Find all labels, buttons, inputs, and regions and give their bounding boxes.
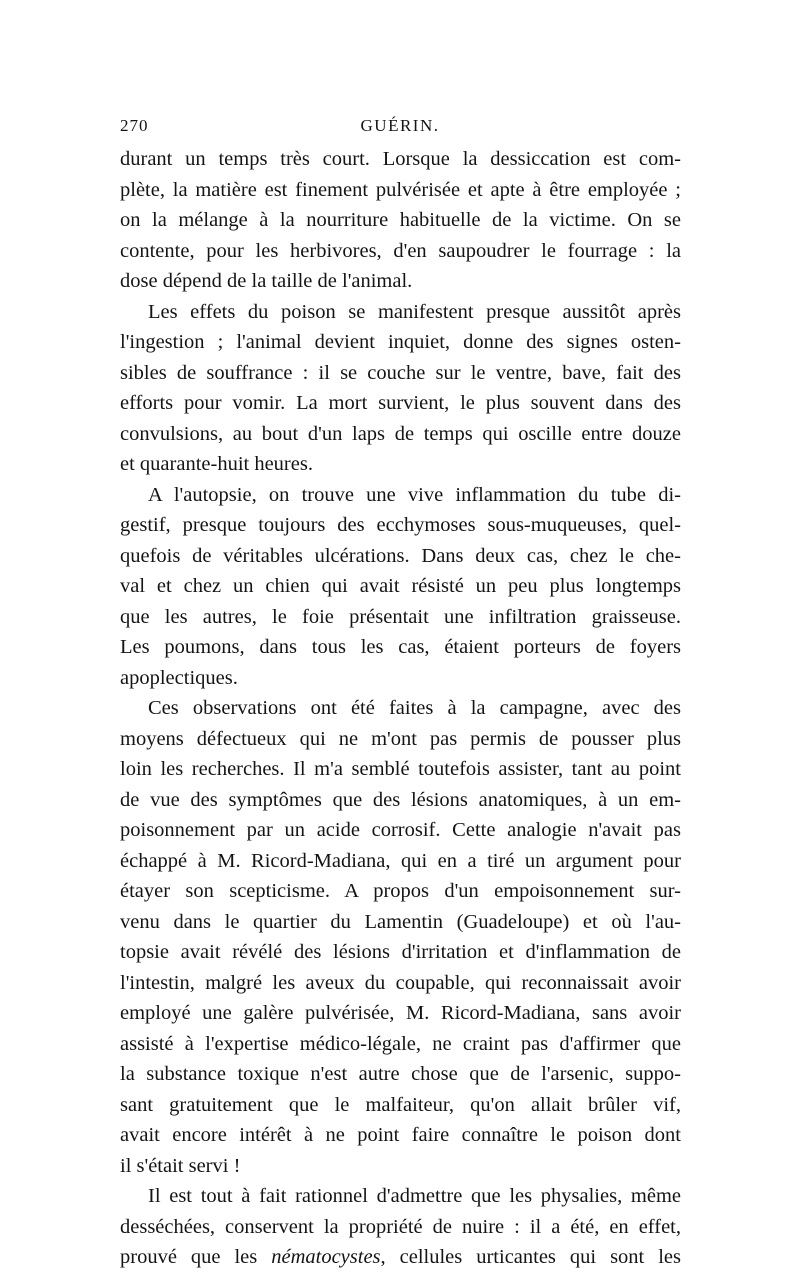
text-fragment: , cellules urticantes qui sont les — [380, 1246, 681, 1268]
text-line: Il est tout à fait rationnel d'admettre que les physalies, même — [148, 1185, 681, 1207]
text-fragment: prouvé que les — [120, 1246, 272, 1268]
text-line: gestif, presque toujours des ecchymoses sous-muqueuses, quel- — [120, 514, 681, 536]
text-line: sibles de souffrance : il se couche sur le ventre, bave, fait des — [120, 361, 681, 384]
text-line-final — [120, 1242, 681, 1273]
text-line: l'intestin, malgré les aveux du coupable, qui reconnaissait avoir — [120, 971, 681, 994]
text-line: Ces observations ont été faites à la campagne, avec des — [148, 697, 681, 719]
text-line: employé une galère pulvérisée, M. Ricord-Madiana, sans avoir — [120, 1002, 681, 1024]
text-line: poisonnement par un acide corrosif. Cette analogie n'avait pas — [120, 819, 681, 841]
body-text — [120, 144, 681, 1273]
text-line: on la mélange à la nourriture habituelle de la victime. On se — [120, 209, 681, 231]
text-line: l'ingestion ; l'animal devient inquiet, donne des signes osten- — [120, 331, 681, 353]
text-line: loin les recherches. Il m'a semblé toutefois assister, tant au point — [120, 758, 681, 780]
text-line: efforts pour vomir. La mort survient, le plus souvent dans des — [120, 392, 681, 414]
text-line: avait encore intérêt à ne point faire connaître le poison dont — [120, 1124, 681, 1146]
text-line: assisté à l'expertise médico-légale, ne craint pas d'affirmer que — [120, 1032, 681, 1055]
text-line: sant gratuitement que le malfaiteur, qu'on allait brûler vif, — [120, 1093, 681, 1116]
text-line: étayer son scepticisme. A propos d'un empoisonnement sur- — [120, 880, 681, 902]
text-line: durant un temps très court. Lorsque la dessiccation est com- — [120, 148, 681, 170]
text-line: il s'était servi ! — [120, 1154, 241, 1177]
text-line: val et chez un chien qui avait résisté un peu plus longtemps — [120, 575, 681, 597]
text-line: A l'autopsie, on trouve une vive inflammation du tube di- — [148, 483, 681, 506]
text-line: plète, la matière est finement pulvérisée et apte à être employée ; — [120, 178, 681, 201]
text-line: moyens défectueux qui ne m'ont pas permis de pousser plus — [120, 727, 681, 750]
text-line: apoplectiques. — [120, 666, 238, 689]
text-line: Les effets du poison se manifestent presque aussitôt après — [148, 300, 681, 323]
running-head: GUÉRIN. — [360, 116, 440, 135]
text-line: que les autres, le foie présentait une infiltration graisseuse. — [120, 605, 681, 628]
text-line: Les poumons, dans tous les cas, étaient porteurs de foyers — [120, 636, 681, 658]
text-line: échappé à M. Ricord-Madiana, qui en a tiré un argument pour — [120, 849, 681, 872]
text-line: la substance toxique n'est autre chose que de l'arsenic, suppo- — [120, 1063, 681, 1085]
italic-term: nématocystes — [271, 1246, 381, 1268]
text-line: venu dans le quartier du Lamentin (Guadeloupe) et où l'au- — [120, 910, 681, 933]
page-number: 270 — [120, 116, 149, 135]
text-line: quefois de véritables ulcérations. Dans deux cas, chez le che- — [120, 544, 681, 567]
text-line: et quarante-huit heures. — [120, 453, 313, 475]
text-line: convulsions, au bout d'un laps de temps qui oscille entre douze — [120, 422, 681, 445]
text-line: dose dépend de la taille de l'animal. — [120, 270, 413, 292]
text-line: contente, pour les herbivores, d'en saupoudrer le fourrage : la — [120, 239, 681, 262]
text-line: de vue des symptômes que des lésions anatomiques, à un em- — [120, 788, 681, 811]
page-header — [120, 116, 680, 140]
text-line: desséchées, conservent la propriété de nuire : il a été, en effet, — [120, 1215, 681, 1238]
text-line: topsie avait révélé des lésions d'irritation et d'inflammation de — [120, 941, 681, 963]
